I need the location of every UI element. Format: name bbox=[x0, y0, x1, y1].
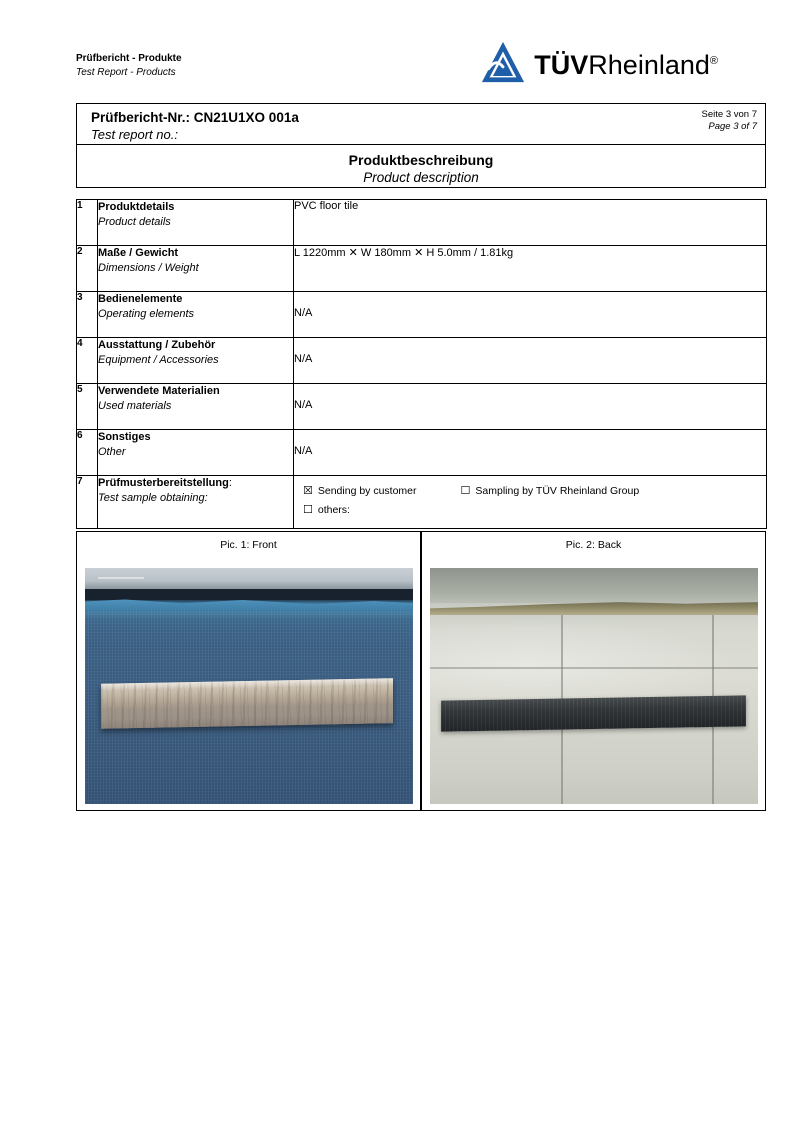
table-row bbox=[77, 384, 767, 430]
row-label bbox=[98, 476, 294, 529]
report-number-line-de bbox=[91, 110, 299, 125]
row-label bbox=[98, 384, 294, 430]
row-label-en: Test sample obtaining: bbox=[98, 491, 208, 504]
picture-caption: Pic. 1: Front bbox=[220, 539, 277, 551]
row-label bbox=[98, 200, 294, 246]
picture-panel-back bbox=[421, 531, 766, 811]
row-label-de: Ausstattung / Zubehör bbox=[98, 339, 216, 351]
row-value: N/A bbox=[294, 292, 767, 338]
picture-image-back bbox=[430, 568, 758, 804]
picture-panel-front bbox=[76, 531, 421, 811]
header-titles bbox=[76, 52, 182, 79]
photo-pvc-plank-back bbox=[441, 695, 746, 731]
row-label-de: Verwendete Materialien bbox=[98, 385, 220, 397]
table-row bbox=[77, 430, 767, 476]
report-label-de: Prüfbericht-Nr.: bbox=[91, 110, 191, 125]
row-label-en: Dimensions / Weight bbox=[98, 261, 199, 274]
report-number-value: CN21U1XO 001a bbox=[193, 110, 299, 125]
row-number: 1 bbox=[77, 200, 98, 246]
row-label bbox=[98, 430, 294, 476]
checkbox-label: others: bbox=[317, 504, 350, 516]
table-row bbox=[77, 338, 767, 384]
table-row bbox=[77, 292, 767, 338]
page-number-en: Page 3 of 7 bbox=[708, 121, 757, 132]
row-label-en: Equipment / Accessories bbox=[98, 353, 219, 366]
tuv-logo-text bbox=[534, 50, 718, 81]
checkbox-icon[interactable]: ☒ bbox=[303, 484, 313, 497]
table-row bbox=[77, 200, 767, 246]
report-label-en: Test report no.: bbox=[91, 127, 178, 142]
row-label bbox=[98, 246, 294, 292]
row-label-en: Operating elements bbox=[98, 307, 194, 320]
picture-image-front bbox=[85, 568, 413, 804]
row-label bbox=[98, 338, 294, 384]
photo-back bbox=[430, 568, 758, 804]
tuv-rheinland-logo bbox=[480, 40, 718, 86]
picture-caption: Pic. 2: Back bbox=[565, 539, 622, 551]
checkbox-icon[interactable]: ☐ bbox=[303, 503, 313, 516]
row-number: 7 bbox=[77, 476, 98, 529]
section-title-de: Produktbeschreibung bbox=[348, 152, 494, 168]
product-description-table bbox=[76, 199, 767, 529]
photo-tile-grout-horizontal bbox=[430, 667, 758, 669]
row-value: PVC floor tile bbox=[294, 200, 767, 246]
photo-background-wall bbox=[430, 568, 758, 603]
header-title-de: Prüfbericht - Produkte bbox=[76, 53, 182, 64]
row-label bbox=[98, 292, 294, 338]
row-label-de: Produktdetails bbox=[98, 201, 175, 213]
checkbox-line-2 bbox=[303, 503, 762, 516]
row-value: N/A bbox=[294, 338, 767, 384]
photo-pvc-plank bbox=[101, 678, 393, 728]
row-number: 6 bbox=[77, 430, 98, 476]
row-label-en: Used materials bbox=[98, 399, 172, 412]
logo-registered-mark: ® bbox=[709, 54, 718, 67]
logo-text-rheinland: Rheinland bbox=[588, 49, 710, 80]
row-number: 3 bbox=[77, 292, 98, 338]
row-label-en: Product details bbox=[98, 215, 171, 228]
tuv-triangle-icon bbox=[480, 40, 526, 86]
logo-text-tuv: TÜV bbox=[534, 49, 589, 80]
row-label-de-colon: : bbox=[228, 477, 232, 489]
photo-background-wall bbox=[85, 568, 413, 589]
row-label-de bbox=[98, 476, 293, 491]
checkbox-sampling-by-tuv[interactable] bbox=[461, 484, 640, 497]
report-number-box bbox=[76, 103, 766, 145]
row-number: 5 bbox=[77, 384, 98, 430]
checkbox-label: Sampling by TÜV Rheinland Group bbox=[475, 485, 640, 497]
table-row-sample-obtaining bbox=[77, 476, 767, 529]
row-value-checkboxes bbox=[294, 476, 767, 529]
row-value: N/A bbox=[294, 430, 767, 476]
photo-dark-band bbox=[85, 589, 413, 600]
header-title-en: Test Report - Products bbox=[76, 66, 176, 78]
row-value: L 1220mm ✕ W 180mm ✕ H 5.0mm / 1.81kg bbox=[294, 246, 767, 292]
checkbox-sending-by-customer[interactable] bbox=[303, 484, 417, 497]
row-number: 4 bbox=[77, 338, 98, 384]
table-row bbox=[77, 246, 767, 292]
checkbox-label: Sending by customer bbox=[317, 485, 417, 497]
row-label-de: Sonstiges bbox=[98, 431, 151, 443]
row-value: N/A bbox=[294, 384, 767, 430]
page-number-de: Seite 3 von 7 bbox=[701, 109, 757, 120]
row-number: 2 bbox=[77, 246, 98, 292]
row-label-de-text: Prüfmusterbereitstellung bbox=[98, 477, 229, 489]
section-title-box bbox=[76, 144, 766, 188]
page-header bbox=[76, 49, 718, 94]
row-label-en: Other bbox=[98, 445, 126, 458]
checkbox-line-1 bbox=[303, 484, 762, 497]
section-title-en: Product description bbox=[363, 170, 479, 185]
row-label-de: Bedienelemente bbox=[98, 293, 183, 305]
checkbox-icon[interactable]: ☐ bbox=[460, 484, 471, 497]
row-label-de: Maße / Gewicht bbox=[98, 247, 179, 259]
photo-glare bbox=[430, 615, 758, 698]
photo-front bbox=[85, 568, 413, 804]
checkbox-others[interactable] bbox=[303, 503, 350, 516]
